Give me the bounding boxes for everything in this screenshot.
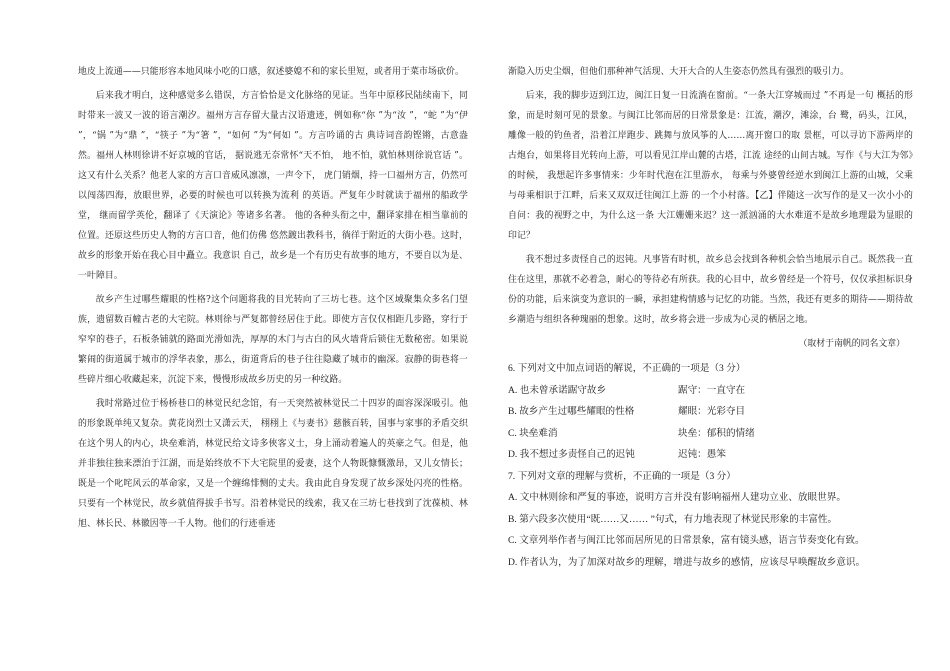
question-7-option-c[interactable]: C. 文章列举作者与闽江比邻而居所见的日常景象，富有镜头感，语言节奏变化有致。 <box>508 535 865 546</box>
left-column <box>78 62 468 538</box>
option-explanation: 迟钝：愚笨 <box>678 449 726 460</box>
option-term: C. 块垒难消 <box>508 427 558 439</box>
option-term: D. 我不想过多责怪自己的迟钝 <box>508 449 635 460</box>
question-6 <box>508 358 913 466</box>
question-7-option-a[interactable]: A. 文中林则徐和严复的事迹，说明方言并没有影响福州人建功立业、放眼世界。 <box>508 492 846 503</box>
paragraph-left-2: 后来我才明白，这种感觉多么错误，方言恰恰是文化脉络的见证。当年中原移民陆续南下，同时带来一波又一波的语言潮汐。福州方言存留大量古汉语遗迹，例如称“你 ”为“汝 ”，“蛇 ”为“伊 ”，“锅 ”为“鼎 ”，“筷子 ”为“箸 ”，“如何 ”为“何如 ”。方言吟诵的古 典诗词音韵铿锵，古意盎然。福州人林则徐讲不好京城的官话， 据说逃无奈常怀“天不怕， 地不怕，就怕林则徐说官话 ”。这又有什么关系？他老人家的方言口音威风凛凛，一声令下， 虎门销烟，持一口福州方言，仍然可以闯荡四海，放眼世界，必要的时候也可以转换为流利 的英语。严复年少时就读于福州的船政学堂， 继而留学英伦，翻译了《天演论》等诸多名著。 他的各种头衔之中，翻译家排在相当靠前的位置。还原这些历史人物的方言口音，他们仿佛 悠然踱出教科书，徜徉于附近的大街小巷。这时，故乡的形象开始在我心目中矗立。我意识 自己，故乡是一个有历史有故事的地方，不要自以为是、一叶障目。 <box>78 91 468 281</box>
paragraph-right-1: 渐隐入历史尘烟，但他们那种神气活现、大开大合的人生姿态仍然具有强烈的吸引力。 <box>508 67 850 77</box>
paragraph-left-4: 我时常路过位于杨桥巷口的林觉民纪念馆，有一天突然被林觉民二十四岁的面容深深吸引。他的形象既单纯又复杂。黄花岗烈士又潇云天， 栩栩上《与妻书》慈骸百转，国事与家事的矛盾交织在这个男人的内心，块垒难消，林觉民给文诗多俠客义士，身上涌动着遍人的英豪之气。但是，他并非独往独来漂泊于江湖，而是始终放不下大宅院里的爱妻，这个人物既慷慨激昂，又儿女情长；既是一个叱咤风云的革命家，又是一个缠绵悱恻的丈夫。我由此自身发现了故乡深处闪亮的性格。只要有一个林觉民，故乡就值得拔手书写。沿着林觉民的线索，我又在三坊七巷找到了沈葆桢、林旭、林长民、林徽因等一千人物。他们的行迹垂迹 <box>78 399 468 529</box>
paragraph-left-3: 故乡产生过哪些耀眼的性格?这个问题将我的目光转向了三坊七巷。这个区域聚集众多名门望族，遗留数百幢古老的大宅院。林则徐与严复都曾经居住于此。即使方言仅仅相距几步路，穿行于窄窄的巷子，石板条铺就的路面光滑如洗，厚厚的木门与古白的风火墙背后锁住无数秘密。如果说繁闹的街道属于城市的浮华表象，那么，街道背后的巷子往往隐藏了城市的幽深。寂静的街巷将一些碎片细心收藏起来，沉淀下来，慢慢形成故乡历史的另一种纹路。 <box>78 295 468 385</box>
option-explanation: 踞守：一直守在 <box>678 384 746 396</box>
paragraph-left-1: 地皮上流通——只能形容本地风味小吃的口感，叙述婆媳不和的家长里短，或者用于菜市场砍价。 <box>78 67 464 77</box>
option-term: A. 也未曾承诺踞守故乡 <box>508 384 607 396</box>
passage-continuation <box>508 62 913 330</box>
source-citation: （取材于南帆的同名文章） <box>798 339 905 349</box>
paragraph-right-3: 我不想过多责怪自己的迟钝。凡事皆有时机，故乡总会找到各种机会恰当地展示自己。既然我一直住在这里，那就不必着急，耐心的等待必有所获。我的心目中，故乡曾经是一个符号，仅仅承担标识身份的功能，后来演变为意识的一瞬，承担建构情感与记忆的功能。当然，我还有更多的期待——期待故乡潮造与组织各种瑰丽的想象。这时，故乡将会进一步成为心灵的栖居之地。 <box>508 255 913 325</box>
question-7-stem: 7. 下列对文章的理解与赏析，不正确的一项是（3 分） <box>508 470 736 482</box>
question-6-option-c[interactable] <box>508 423 913 445</box>
question-7 <box>508 466 913 574</box>
question-7-option-b[interactable]: B. 第六段多次使用“既……又…… ”句式，有力地表现了林觉民形象的丰富性。 <box>508 513 838 525</box>
option-explanation: 耀眼：光彩夺目 <box>678 406 746 417</box>
paragraph-right-2: 后来，我的脚步迈到江边，闽江日复一日流淌在窗前。“一条大江穿城而过 ”不再是一句 概括的形象，而是时刻可见的景象。与闽江比邻而居的日常景象是：江流，潮汐，滩涂，台 鹭，码头，江风，雕像一般的钓鱼者，沿着江岸跑步、跳舞与放风筝的人……离开窗口的取 景框，可以寻访下游两岸的古炮台，如果将目光转向上游，可以看见江岸山麓的古塔，江流 途经的山间古城。写作《与大江为邻》的时候， 我想起许多事情来：少年时代泡在江里游水， 每乘与外婆曾经逆水到闽江上游的山城，父乘与母乘相识于江畔，后来又双双迁往闽江上游 的一个小村落。【乙】伴随这一次写作的是又一次小小的自问：我的视野之中，为什么这一条 大江姗姗来迟？这一派汹涌的大水难道不是故乡地理最为显眼的印记？ <box>508 91 913 241</box>
option-explanation: 块垒：郁积的情绪 <box>678 427 755 439</box>
question-7-option-d[interactable]: D. 作者认为，为了加深对故乡的理解，增进与故乡的感情，应该尽早唤醒故乡意识。 <box>508 556 866 568</box>
right-column <box>508 62 913 573</box>
question-6-option-a[interactable] <box>508 380 913 402</box>
question-6-option-d[interactable] <box>508 444 913 466</box>
option-term: B. 故乡产生过哪些耀眼的性格 <box>508 406 635 417</box>
question-6-stem: 6. 下列对文中加点词语的解说，不正确的一项是（3 分） <box>508 363 746 374</box>
question-6-option-b[interactable] <box>508 401 913 423</box>
